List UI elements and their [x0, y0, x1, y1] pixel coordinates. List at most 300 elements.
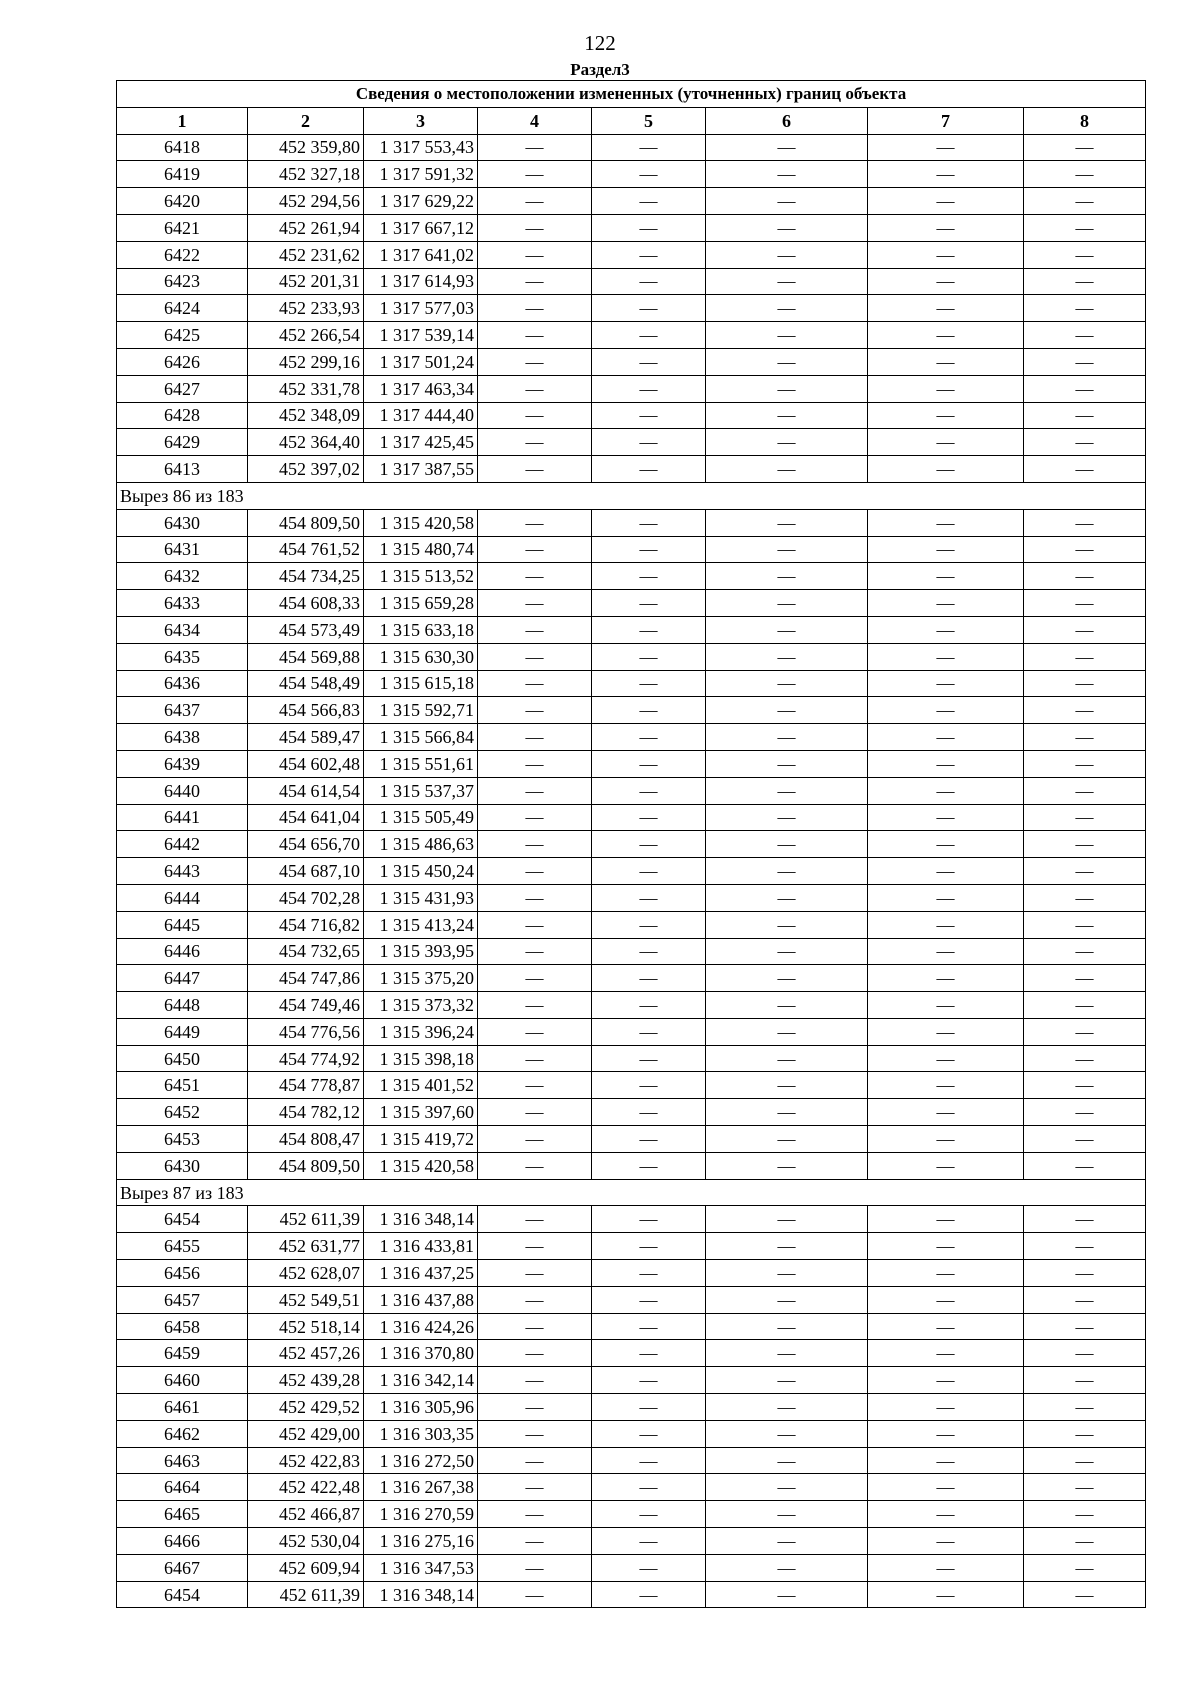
table-row: [117, 750, 1146, 777]
table-row: [117, 1340, 1146, 1367]
empty-value-dash: —: [706, 750, 868, 777]
cutout-section-row: [117, 1179, 1146, 1206]
y-coordinate: 1 317 667,12: [364, 214, 478, 241]
empty-value-dash: —: [478, 322, 592, 349]
empty-value-dash: —: [592, 375, 706, 402]
empty-value-dash: —: [1024, 1554, 1146, 1581]
empty-value-dash: —: [478, 1286, 592, 1313]
x-coordinate: 454 716,82: [248, 911, 364, 938]
x-coordinate: 454 732,65: [248, 938, 364, 965]
table-row: [117, 188, 1146, 215]
x-coordinate: 454 749,46: [248, 992, 364, 1019]
empty-value-dash: —: [1024, 1152, 1146, 1179]
empty-value-dash: —: [868, 268, 1024, 295]
empty-value-dash: —: [478, 965, 592, 992]
empty-value-dash: —: [592, 214, 706, 241]
table-row: [117, 402, 1146, 429]
point-number: 6459: [117, 1340, 248, 1367]
table-row: [117, 1501, 1146, 1528]
empty-value-dash: —: [706, 831, 868, 858]
table-row: [117, 1152, 1146, 1179]
empty-value-dash: —: [706, 724, 868, 751]
x-coordinate: 452 631,77: [248, 1233, 364, 1260]
y-coordinate: 1 316 270,59: [364, 1501, 478, 1528]
empty-value-dash: —: [478, 1447, 592, 1474]
section-title: Раздел3: [570, 60, 630, 79]
y-coordinate: 1 315 398,18: [364, 1045, 478, 1072]
empty-value-dash: —: [478, 1581, 592, 1608]
table-row: [117, 992, 1146, 1019]
empty-value-dash: —: [868, 1072, 1024, 1099]
empty-value-dash: —: [1024, 724, 1146, 751]
table-row: [117, 858, 1146, 885]
empty-value-dash: —: [706, 188, 868, 215]
table-row: [117, 1394, 1146, 1421]
table-row: [117, 1367, 1146, 1394]
empty-value-dash: —: [478, 214, 592, 241]
empty-value-dash: —: [1024, 1313, 1146, 1340]
empty-value-dash: —: [478, 616, 592, 643]
table-row: [117, 1447, 1146, 1474]
empty-value-dash: —: [706, 402, 868, 429]
empty-value-dash: —: [1024, 348, 1146, 375]
point-number: 6452: [117, 1099, 248, 1126]
empty-value-dash: —: [1024, 884, 1146, 911]
empty-value-dash: —: [592, 777, 706, 804]
empty-value-dash: —: [478, 858, 592, 885]
empty-value-dash: —: [706, 590, 868, 617]
x-coordinate: 454 761,52: [248, 536, 364, 563]
empty-value-dash: —: [868, 214, 1024, 241]
y-coordinate: 1 315 419,72: [364, 1126, 478, 1153]
empty-value-dash: —: [706, 429, 868, 456]
point-number: 6466: [117, 1528, 248, 1555]
x-coordinate: 452 530,04: [248, 1528, 364, 1555]
x-coordinate: 454 808,47: [248, 1126, 364, 1153]
point-number: 6464: [117, 1474, 248, 1501]
empty-value-dash: —: [592, 1420, 706, 1447]
empty-value-dash: —: [478, 884, 592, 911]
x-coordinate: 454 776,56: [248, 1018, 364, 1045]
x-coordinate: 454 602,48: [248, 750, 364, 777]
y-coordinate: 1 315 420,58: [364, 509, 478, 536]
empty-value-dash: —: [1024, 1099, 1146, 1126]
point-number: 6423: [117, 268, 248, 295]
empty-value-dash: —: [1024, 536, 1146, 563]
x-coordinate: 452 294,56: [248, 188, 364, 215]
empty-value-dash: —: [592, 241, 706, 268]
point-number: 6418: [117, 134, 248, 161]
table-row: [117, 590, 1146, 617]
empty-value-dash: —: [868, 1554, 1024, 1581]
point-number: 6420: [117, 188, 248, 215]
empty-value-dash: —: [706, 1260, 868, 1287]
empty-value-dash: —: [706, 858, 868, 885]
empty-value-dash: —: [478, 134, 592, 161]
y-coordinate: 1 317 591,32: [364, 161, 478, 188]
table-row: [117, 697, 1146, 724]
x-coordinate: 454 566,83: [248, 697, 364, 724]
table-row: [117, 295, 1146, 322]
table-body: [117, 134, 1146, 1608]
empty-value-dash: —: [706, 1152, 868, 1179]
empty-value-dash: —: [706, 992, 868, 1019]
empty-value-dash: —: [706, 509, 868, 536]
empty-value-dash: —: [592, 1233, 706, 1260]
column-number: 1: [117, 107, 248, 134]
empty-value-dash: —: [706, 1126, 868, 1153]
empty-value-dash: —: [868, 1340, 1024, 1367]
empty-value-dash: —: [1024, 268, 1146, 295]
table-row: [117, 1233, 1146, 1260]
empty-value-dash: —: [592, 724, 706, 751]
table-row: [117, 375, 1146, 402]
table-row: [117, 804, 1146, 831]
point-number: 6429: [117, 429, 248, 456]
table-row: [117, 670, 1146, 697]
empty-value-dash: —: [868, 965, 1024, 992]
empty-value-dash: —: [478, 1233, 592, 1260]
x-coordinate: 454 774,92: [248, 1045, 364, 1072]
empty-value-dash: —: [592, 1260, 706, 1287]
point-number: 6442: [117, 831, 248, 858]
empty-value-dash: —: [478, 1126, 592, 1153]
empty-value-dash: —: [592, 1072, 706, 1099]
table-row: [117, 268, 1146, 295]
empty-value-dash: —: [706, 563, 868, 590]
empty-value-dash: —: [592, 1313, 706, 1340]
empty-value-dash: —: [478, 1554, 592, 1581]
empty-value-dash: —: [478, 241, 592, 268]
y-coordinate: 1 316 433,81: [364, 1233, 478, 1260]
table-row: [117, 724, 1146, 751]
empty-value-dash: —: [1024, 643, 1146, 670]
point-number: 6443: [117, 858, 248, 885]
point-number: 6431: [117, 536, 248, 563]
empty-value-dash: —: [706, 1340, 868, 1367]
empty-value-dash: —: [592, 1126, 706, 1153]
x-coordinate: 454 656,70: [248, 831, 364, 858]
empty-value-dash: —: [868, 1367, 1024, 1394]
empty-value-dash: —: [868, 884, 1024, 911]
empty-value-dash: —: [592, 590, 706, 617]
empty-value-dash: —: [706, 536, 868, 563]
x-coordinate: 452 628,07: [248, 1260, 364, 1287]
empty-value-dash: —: [592, 1528, 706, 1555]
y-coordinate: 1 317 387,55: [364, 456, 478, 483]
empty-value-dash: —: [868, 1420, 1024, 1447]
empty-value-dash: —: [478, 750, 592, 777]
table-row: [117, 1260, 1146, 1287]
empty-value-dash: —: [478, 1313, 592, 1340]
empty-value-dash: —: [868, 1099, 1024, 1126]
y-coordinate: 1 316 342,14: [364, 1367, 478, 1394]
x-coordinate: 454 569,88: [248, 643, 364, 670]
x-coordinate: 452 518,14: [248, 1313, 364, 1340]
x-coordinate: 452 609,94: [248, 1554, 364, 1581]
empty-value-dash: —: [592, 1340, 706, 1367]
table-row: [117, 911, 1146, 938]
y-coordinate: 1 317 463,34: [364, 375, 478, 402]
empty-value-dash: —: [478, 831, 592, 858]
empty-value-dash: —: [706, 322, 868, 349]
x-coordinate: 454 747,86: [248, 965, 364, 992]
table-row: [117, 348, 1146, 375]
empty-value-dash: —: [868, 322, 1024, 349]
empty-value-dash: —: [706, 1528, 868, 1555]
y-coordinate: 1 315 551,61: [364, 750, 478, 777]
empty-value-dash: —: [706, 1447, 868, 1474]
empty-value-dash: —: [706, 884, 868, 911]
empty-value-dash: —: [1024, 429, 1146, 456]
table-row: [117, 1126, 1146, 1153]
x-coordinate: 452 266,54: [248, 322, 364, 349]
empty-value-dash: —: [868, 295, 1024, 322]
point-number: 6454: [117, 1206, 248, 1233]
y-coordinate: 1 315 505,49: [364, 804, 478, 831]
empty-value-dash: —: [592, 643, 706, 670]
empty-value-dash: —: [706, 1554, 868, 1581]
empty-value-dash: —: [868, 456, 1024, 483]
empty-value-dash: —: [592, 402, 706, 429]
empty-value-dash: —: [868, 402, 1024, 429]
table-row: [117, 134, 1146, 161]
empty-value-dash: —: [1024, 1528, 1146, 1555]
empty-value-dash: —: [478, 1045, 592, 1072]
y-coordinate: 1 316 275,16: [364, 1528, 478, 1555]
empty-value-dash: —: [592, 831, 706, 858]
empty-value-dash: —: [868, 697, 1024, 724]
empty-value-dash: —: [592, 509, 706, 536]
empty-value-dash: —: [478, 1206, 592, 1233]
empty-value-dash: —: [478, 1474, 592, 1501]
table-row: [117, 214, 1146, 241]
empty-value-dash: —: [478, 938, 592, 965]
table-row: [117, 1072, 1146, 1099]
point-number: 6440: [117, 777, 248, 804]
point-number: 6465: [117, 1501, 248, 1528]
empty-value-dash: —: [868, 590, 1024, 617]
point-number: 6463: [117, 1447, 248, 1474]
point-number: 6435: [117, 643, 248, 670]
point-number: 6451: [117, 1072, 248, 1099]
x-coordinate: 454 614,54: [248, 777, 364, 804]
x-coordinate: 452 429,52: [248, 1394, 364, 1421]
y-coordinate: 1 315 373,32: [364, 992, 478, 1019]
empty-value-dash: —: [1024, 1581, 1146, 1608]
y-coordinate: 1 315 537,37: [364, 777, 478, 804]
point-number: 6462: [117, 1420, 248, 1447]
empty-value-dash: —: [706, 804, 868, 831]
y-coordinate: 1 316 303,35: [364, 1420, 478, 1447]
x-coordinate: 454 548,49: [248, 670, 364, 697]
empty-value-dash: —: [868, 911, 1024, 938]
point-number: 6450: [117, 1045, 248, 1072]
empty-value-dash: —: [592, 1286, 706, 1313]
empty-value-dash: —: [868, 1126, 1024, 1153]
empty-value-dash: —: [706, 134, 868, 161]
x-coordinate: 454 641,04: [248, 804, 364, 831]
y-coordinate: 1 315 592,71: [364, 697, 478, 724]
empty-value-dash: —: [706, 1233, 868, 1260]
column-number: 6: [706, 107, 868, 134]
y-coordinate: 1 316 370,80: [364, 1340, 478, 1367]
y-coordinate: 1 315 375,20: [364, 965, 478, 992]
y-coordinate: 1 316 348,14: [364, 1206, 478, 1233]
empty-value-dash: —: [706, 241, 868, 268]
empty-value-dash: —: [592, 161, 706, 188]
point-number: 6427: [117, 375, 248, 402]
empty-value-dash: —: [706, 295, 868, 322]
empty-value-dash: —: [592, 1367, 706, 1394]
empty-value-dash: —: [706, 1206, 868, 1233]
table-row: [117, 938, 1146, 965]
empty-value-dash: —: [592, 884, 706, 911]
empty-value-dash: —: [478, 1152, 592, 1179]
empty-value-dash: —: [478, 509, 592, 536]
x-coordinate: 454 573,49: [248, 616, 364, 643]
empty-value-dash: —: [706, 1367, 868, 1394]
point-number: 6421: [117, 214, 248, 241]
empty-value-dash: —: [1024, 214, 1146, 241]
empty-value-dash: —: [592, 429, 706, 456]
x-coordinate: 452 422,83: [248, 1447, 364, 1474]
table-row: [117, 322, 1146, 349]
empty-value-dash: —: [592, 1045, 706, 1072]
y-coordinate: 1 315 420,58: [364, 1152, 478, 1179]
empty-value-dash: —: [706, 1420, 868, 1447]
empty-value-dash: —: [868, 536, 1024, 563]
point-number: 6447: [117, 965, 248, 992]
y-coordinate: 1 315 413,24: [364, 911, 478, 938]
point-number: 6453: [117, 1126, 248, 1153]
empty-value-dash: —: [1024, 1447, 1146, 1474]
empty-value-dash: —: [1024, 322, 1146, 349]
point-number: 6457: [117, 1286, 248, 1313]
cutout-label: Вырез 86 из 183: [117, 482, 1146, 509]
empty-value-dash: —: [868, 1394, 1024, 1421]
column-number: 5: [592, 107, 706, 134]
x-coordinate: 452 299,16: [248, 348, 364, 375]
y-coordinate: 1 316 437,88: [364, 1286, 478, 1313]
y-coordinate: 1 316 347,53: [364, 1554, 478, 1581]
empty-value-dash: —: [478, 1340, 592, 1367]
empty-value-dash: —: [478, 536, 592, 563]
empty-value-dash: —: [706, 161, 868, 188]
empty-value-dash: —: [478, 724, 592, 751]
empty-value-dash: —: [1024, 1420, 1146, 1447]
y-coordinate: 1 317 444,40: [364, 402, 478, 429]
column-number: 2: [248, 107, 364, 134]
empty-value-dash: —: [868, 1260, 1024, 1287]
x-coordinate: 452 466,87: [248, 1501, 364, 1528]
empty-value-dash: —: [706, 1474, 868, 1501]
y-coordinate: 1 317 501,24: [364, 348, 478, 375]
x-coordinate: 454 809,50: [248, 509, 364, 536]
empty-value-dash: —: [592, 750, 706, 777]
empty-value-dash: —: [1024, 402, 1146, 429]
empty-value-dash: —: [868, 348, 1024, 375]
x-coordinate: 452 422,48: [248, 1474, 364, 1501]
empty-value-dash: —: [592, 911, 706, 938]
empty-value-dash: —: [868, 1447, 1024, 1474]
table-row: [117, 536, 1146, 563]
empty-value-dash: —: [478, 429, 592, 456]
empty-value-dash: —: [592, 456, 706, 483]
table-row: [117, 509, 1146, 536]
table-row: [117, 1420, 1146, 1447]
cutout-label: Вырез 87 из 183: [117, 1179, 1146, 1206]
coordinates-table: [116, 80, 1146, 1608]
x-coordinate: 454 608,33: [248, 590, 364, 617]
empty-value-dash: —: [706, 348, 868, 375]
empty-value-dash: —: [868, 750, 1024, 777]
empty-value-dash: —: [706, 1072, 868, 1099]
empty-value-dash: —: [868, 938, 1024, 965]
empty-value-dash: —: [592, 1394, 706, 1421]
empty-value-dash: —: [478, 295, 592, 322]
empty-value-dash: —: [592, 322, 706, 349]
table-row: [117, 1581, 1146, 1608]
empty-value-dash: —: [868, 1152, 1024, 1179]
empty-value-dash: —: [868, 1018, 1024, 1045]
table-row: [117, 777, 1146, 804]
empty-value-dash: —: [592, 858, 706, 885]
empty-value-dash: —: [592, 992, 706, 1019]
empty-value-dash: —: [706, 456, 868, 483]
empty-value-dash: —: [1024, 616, 1146, 643]
empty-value-dash: —: [1024, 777, 1146, 804]
point-number: 6456: [117, 1260, 248, 1287]
empty-value-dash: —: [1024, 1260, 1146, 1287]
empty-value-dash: —: [1024, 1286, 1146, 1313]
empty-value-dash: —: [478, 1420, 592, 1447]
table-row: [117, 1206, 1146, 1233]
empty-value-dash: —: [868, 429, 1024, 456]
table-row: [117, 643, 1146, 670]
page-number: 122: [584, 31, 616, 55]
column-number: 3: [364, 107, 478, 134]
point-number: 6445: [117, 911, 248, 938]
empty-value-dash: —: [592, 348, 706, 375]
point-number: 6467: [117, 1554, 248, 1581]
y-coordinate: 1 315 480,74: [364, 536, 478, 563]
table-row: [117, 563, 1146, 590]
empty-value-dash: —: [706, 911, 868, 938]
table-row: [117, 161, 1146, 188]
x-coordinate: 452 331,78: [248, 375, 364, 402]
table-row: [117, 241, 1146, 268]
x-coordinate: 452 397,02: [248, 456, 364, 483]
y-coordinate: 1 315 633,18: [364, 616, 478, 643]
y-coordinate: 1 317 629,22: [364, 188, 478, 215]
y-coordinate: 1 315 396,24: [364, 1018, 478, 1045]
y-coordinate: 1 316 348,14: [364, 1581, 478, 1608]
empty-value-dash: —: [868, 1045, 1024, 1072]
y-coordinate: 1 317 553,43: [364, 134, 478, 161]
empty-value-dash: —: [1024, 697, 1146, 724]
x-coordinate: 452 231,62: [248, 241, 364, 268]
empty-value-dash: —: [868, 1206, 1024, 1233]
empty-value-dash: —: [868, 670, 1024, 697]
table-row: [117, 831, 1146, 858]
point-number: 6430: [117, 1152, 248, 1179]
empty-value-dash: —: [1024, 1394, 1146, 1421]
empty-value-dash: —: [868, 241, 1024, 268]
y-coordinate: 1 315 566,84: [364, 724, 478, 751]
empty-value-dash: —: [868, 804, 1024, 831]
empty-value-dash: —: [1024, 188, 1146, 215]
